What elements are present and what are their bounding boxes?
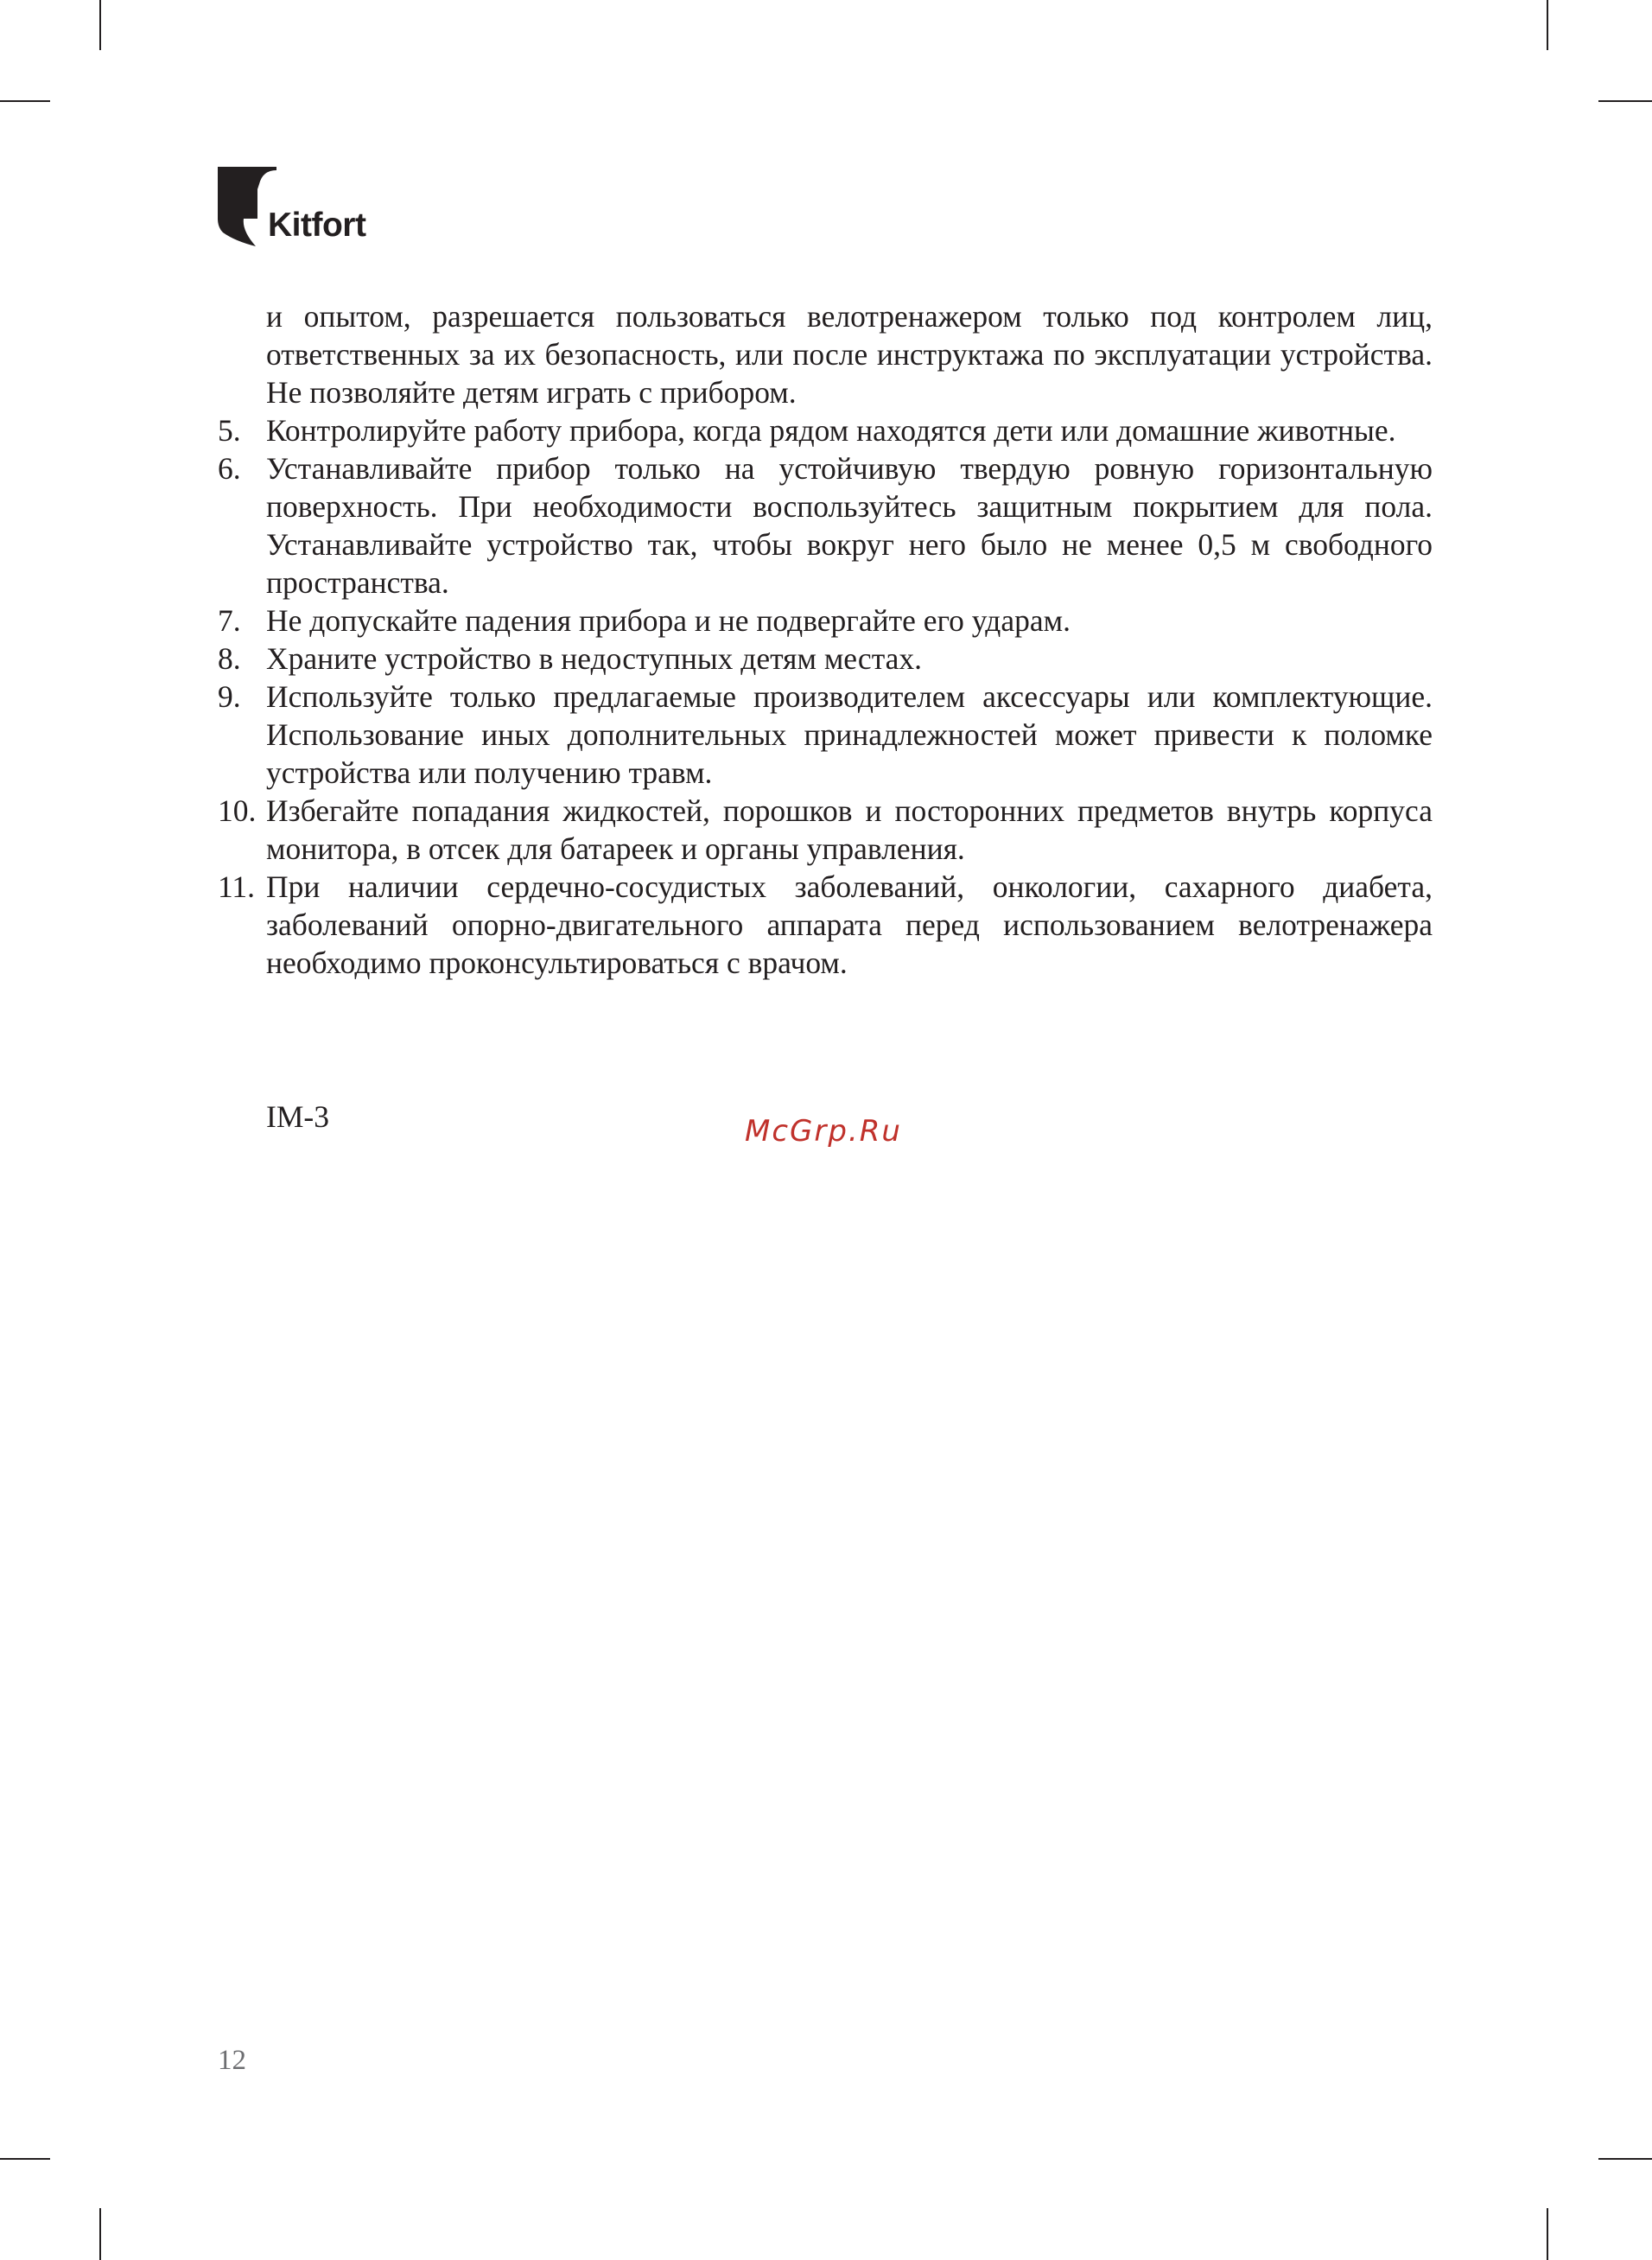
item-text: Устанавливайте прибор только на устойчивую твердую ровную горизонтальную поверхность. При необходимости воспользуйтесь защитным покрытием для пола. Устанавливайте устройство так, чтобы вокруг него было не менее 0,5 м свободного пространства. [266, 451, 1433, 600]
watermark-link[interactable]: McGrp.Ru [745, 1114, 902, 1149]
item-number: 6. [218, 451, 241, 486]
crop-mark-bottom-left-h [0, 2158, 50, 2160]
crop-mark-top-right [1547, 0, 1548, 50]
item-text: Не допускайте падения прибора и не подвергайте его ударам. [266, 603, 1071, 638]
item-number: 10. [218, 793, 257, 828]
brand-logo [218, 167, 391, 249]
list-item [218, 602, 1433, 640]
item-text: Храните устройство в недоступных детям местах. [266, 641, 923, 676]
intro-continuation [218, 297, 1433, 411]
crop-mark-bottom-right-h [1598, 2158, 1652, 2160]
list-item [218, 640, 1433, 678]
list-item [218, 792, 1433, 868]
model-code: IM-3 [266, 1099, 329, 1134]
intro-text: и опытом, разрешается пользоваться велотренажером только под контролем лиц, ответственных за их безопасность, или после инструктажа по эксплуатации устройства. Не позволяйте детям играть с прибором. [266, 299, 1433, 410]
item-number: 5. [218, 413, 241, 448]
item-number: 8. [218, 641, 241, 676]
item-number: 7. [218, 603, 241, 638]
list-item [218, 411, 1433, 449]
crop-mark-top-left-h [0, 100, 50, 102]
crop-mark-bottom-left [99, 2208, 101, 2260]
instructions-section [218, 297, 1433, 982]
list-item [218, 678, 1433, 792]
list-item [218, 449, 1433, 602]
item-text: Контролируйте работу прибора, когда рядом находятся дети или домашние животные. [266, 413, 1396, 448]
crop-mark-top-left [99, 0, 101, 50]
crop-mark-top-right-h [1598, 100, 1652, 102]
item-text: Избегайте попадания жидкостей, порошков и посторонних предметов внутрь корпуса монитора, в отсек для батареек и органы управления. [266, 793, 1433, 866]
item-number: 9. [218, 679, 241, 714]
brand-name: Kitfort [268, 207, 366, 244]
page-number: 12 [218, 2045, 246, 2076]
item-text: При наличии сердечно-сосудистых заболеваний, онкологии, сахарного диабета, заболеваний опорно-двигательного аппарата перед использованием велотренажера необходимо проконсультироваться с врачом. [266, 869, 1433, 980]
crop-mark-bottom-right [1547, 2208, 1548, 2260]
item-number: 11. [218, 869, 256, 904]
item-text: Используйте только предлагаемые производителем аксессуары или комплектующие. Использование иных дополнительных принадлежностей может привести к поломке устройства или получению травм. [266, 679, 1433, 790]
list-item [218, 868, 1433, 982]
